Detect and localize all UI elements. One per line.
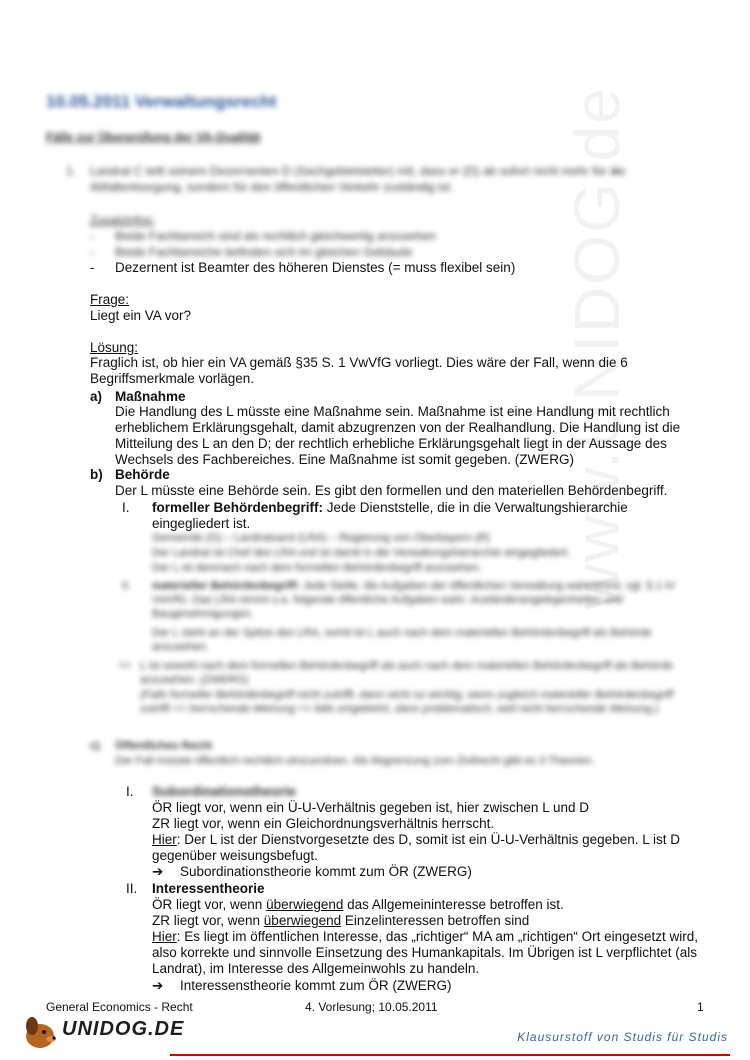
point-c-i-result: Subordinationstheorie kommt zum ÖR (ZWERG) <box>180 864 472 879</box>
blurred-line: Der Landrat ist Chef des LRA und ist damit in die Verwaltungshierarchie eingegliedert. <box>152 547 571 559</box>
point-b-i-marker: I. <box>122 500 130 515</box>
line-emphasis: überwiegend <box>263 913 342 928</box>
point-c-marker: c) <box>90 740 100 752</box>
info-item: Beide Fachbereiche befinden sich im gleichen Gebäude <box>115 245 413 259</box>
point-c-ii-heading: Interessentheorie <box>152 881 265 896</box>
point-b-marker: b) <box>90 467 103 482</box>
page-title: 10.05.2011 Verwaltungsrecht <box>46 92 277 111</box>
line-text: ZR liegt vor, wenn <box>152 913 264 928</box>
term-materiell: materieller Behördenbegriff: <box>152 580 300 592</box>
watermark: www.UNIDOG.de <box>561 86 633 610</box>
line-emphasis: überwiegend <box>266 897 344 912</box>
point-b-i-text <box>152 500 692 532</box>
case-number: 1. <box>66 164 77 178</box>
point-c-heading: Öffentliches Recht <box>115 740 213 752</box>
conclusion-arrow: => <box>118 660 131 672</box>
info-dash: - <box>90 260 95 275</box>
term-materiell-def: Jede Stelle, die Aufgaben der öffentlichen Verwaltung wahrnimmt, vgl. § 1 IV VwVfG. Das LRA nimmt u.a. folgende öffentliche Aufgaben wahr: Ausländerangelegenheiten und Baugenehmigungen. <box>152 580 676 620</box>
blurred-line: Der L ist demnach nach dem formellen Behördenbegriff anzusehen. <box>152 562 482 574</box>
point-c-i-hier <box>152 832 707 864</box>
loesung-label: Lösung: <box>90 340 139 355</box>
point-c-text: Der Fall müsste öffentlich-rechtlich einzuordnen. Als Abgrenzung zum Zivilrecht gibt es 3 Theorien. <box>115 755 595 767</box>
point-c-i-marker: I. <box>126 784 134 799</box>
arrow-icon: ➔ <box>152 864 164 879</box>
point-c-ii-result: Interessenstheorie kommt zum ÖR (ZWERG) <box>180 978 452 993</box>
footer-page-number: 1 <box>697 1000 704 1014</box>
line-text: das Allgemeininteresse betroffen ist. <box>343 897 564 912</box>
point-b-ii-marker: II. <box>122 580 132 592</box>
point-a-heading: Maßnahme <box>115 389 186 404</box>
point-c-i-line: ÖR liegt vor, wenn ein Ü-U-Verhältnis gegeben ist, hier zwischen L und D <box>152 800 589 815</box>
footer-left: General Economics - Recht <box>46 1000 193 1014</box>
zusatzinfos-label: Zusatzinfos: <box>90 213 155 227</box>
point-a-text: Die Handlung des L müsste eine Maßnahme sein. Maßnahme ist eine Handlung mit rechtlich erheblichem Erklärungsgehalt, damit abzugrenzen von der Realhandlung. Die Handlung ist die Mitteilung des L an den D; der rechtlich erhebliche Erklärungsgehalt liegt in der Aussage des Wechsels des Fachbereiches. Eine Maßnahme ist somit gegeben. (ZWERG) <box>115 404 681 467</box>
arrow-icon: ➔ <box>152 978 164 993</box>
footer-center: 4. Vorlesung; 10.05.2011 <box>305 1000 438 1014</box>
frage-text: Liegt ein VA vor? <box>90 308 192 323</box>
logo-text: UNIDOG.DE <box>62 1018 185 1040</box>
hier-label: Hier <box>152 832 177 847</box>
point-c-ii-marker: II. <box>126 881 138 896</box>
point-c-ii-hier <box>152 929 707 977</box>
tagline: Klausurstoff von Studis für Studis <box>517 1030 728 1044</box>
footer-rule <box>170 1054 730 1056</box>
point-b-text: Der L müsste eine Behörde sein. Es gibt den formellen und den materiellen Behördenbegriff. <box>115 483 668 498</box>
point-b-heading: Behörde <box>115 467 170 482</box>
point-c-i-heading: Subordinationstheorie <box>152 784 297 799</box>
point-b-note: (Falls formeller Behördenbegriff nicht zutrifft, dann nicht so wichtig, wenn zugleich materieller Behördenbegriff zutrifft => herrschende Meinung => falls umgekehrt, dann problematisch, weil nicht herrschende Meinung.) <box>140 689 674 715</box>
info-item: Dezernent ist Beamter des höheren Dienstes (= muss flexibel sein) <box>115 260 516 275</box>
loesung-intro: Fraglich ist, ob hier ein VA gemäß §35 S. 1 VwVfG vorliegt. Dies wäre der Fall, wenn die 6 Begriffsmerkmale vorlägen. <box>90 355 628 386</box>
blurred-line: Der L steht an der Spitze des LRA, somit ist L auch nach dem materiellen Behördenbegriff als Behörde anzusehen. <box>152 627 652 653</box>
point-c-i-line: ZR liegt vor, wenn ein Gleichordnungsverhältnis herrscht. <box>152 816 495 831</box>
info-dash: - <box>90 229 94 243</box>
frage-label: Frage: <box>90 292 130 307</box>
point-c-ii-line <box>152 913 712 929</box>
blurred-line: Gemeinde (G) – Landratsamt (LRA) – Regierung von Oberbayern (R) <box>152 532 491 544</box>
hier-text: : Der L ist der Dienstvorgesetzte des D, somit ist ein Ü-U-Verhältnis gegeben. L ist D gegenüber weisungsbefugt. <box>152 832 680 863</box>
point-b-conclusion: L ist sowohl nach dem formellen Behördenbegriff als auch nach dem materiellen Behördenbegriff als Behörde anzusehen. (ZWERG) <box>140 660 674 686</box>
point-a-marker: a) <box>90 389 103 404</box>
section-subtitle: Fälle zur Überprüfung der VA-Qualität <box>46 130 261 144</box>
info-item: Beide Fachbereich sind als rechtlich gleichwertig anzusehen <box>115 229 436 243</box>
hier-text: : Es liegt im öffentlichen Interesse, das „richtiger“ MA am „richtigen“ Ort eingesetzt wird, also korrekte und sinnvolle Einsetzung des Humankapitals. Im Übrigen ist L verpflichtet (als Landrat), im Interesse des Allgemeinwohls zu handeln. <box>152 929 698 976</box>
case-text: Landrat C teilt seinem Dezernenten D (Sachgebietsleiter) mit, dass er (D) ab sofort nicht mehr für die Abfallentsorgung, sondern für den öffentlichen Verkehr zuständig ist. <box>90 164 626 194</box>
term-formell-def: Jede Dienststelle, die in die Verwaltungshierarchie eingegliedert ist. <box>152 500 628 531</box>
term-formell: formeller Behördenbegriff: <box>152 500 324 515</box>
info-dash: - <box>90 245 94 259</box>
point-b-ii-text <box>152 579 692 621</box>
line-text: ÖR liegt vor, wenn <box>152 897 267 912</box>
hier-label: Hier <box>152 929 177 944</box>
point-c-ii-line <box>152 897 712 913</box>
line-text: Einzelinteressen betroffen sind <box>341 913 530 928</box>
